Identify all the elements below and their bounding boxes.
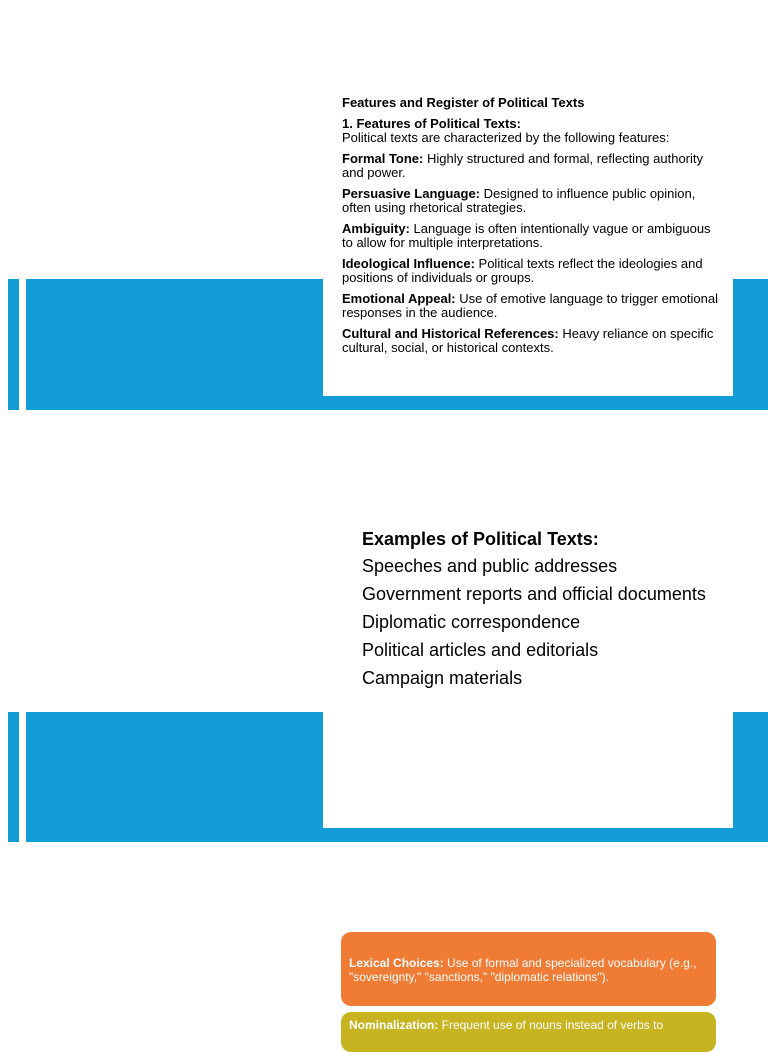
slide-features [0,0,768,410]
card-desc: Use of formal and specialized vocabulary (e.g., "sovereignty," "sanctions," "diplomatic relations"). [349,956,697,984]
slide-examples [0,432,768,842]
feature-term: Ideological Influence: [342,256,475,271]
examples-heading: Examples of Political Texts: [362,529,599,549]
feature-desc: Political texts reflect the ideologies and positions of individuals or groups. [342,256,703,285]
example-item: Political articles and editorials [362,640,599,660]
lexical-choices-card [341,932,716,1006]
feature-desc: Language is often intentionally vague or ambiguous to allow for multiple interpretations. [342,221,711,250]
accent-stripe [8,279,19,410]
card-desc: Frequent use of nouns instead of verbs to [438,1018,664,1032]
feature-term: Emotional Appeal: [342,291,456,306]
feature-desc: Highly structured and formal, reflecting authority and power. [342,151,704,180]
feature-term: Persuasive Language: [342,186,480,201]
feature-item [342,152,722,180]
feature-desc: Use of emotive language to trigger emotional responses in the audience. [342,291,718,320]
example-item: Campaign materials [362,668,523,688]
feature-term: Cultural and Historical References: [342,326,559,341]
card-term: Nominalization: [349,1018,439,1032]
section-heading: 1. Features of Political Texts: [342,116,521,131]
feature-term: Ambiguity: [342,221,410,236]
slide-register [0,864,768,1032]
example-item: Government reports and official documents [362,584,706,604]
feature-item [342,222,722,250]
feature-item [342,292,722,320]
accent-stripe [8,712,19,842]
feature-desc: Designed to influence public opinion, often using rhetorical strategies. [342,186,696,215]
card-term: Lexical Choices: [349,956,444,970]
slide-title: Features and Register of Political Texts [342,95,585,110]
section-intro [342,117,722,145]
feature-item [342,257,722,285]
features-text [342,96,722,362]
nominalization-card [341,1012,716,1052]
example-item: Speeches and public addresses [362,556,618,576]
feature-term: Formal Tone: [342,151,424,166]
feature-desc: Heavy reliance on specific cultural, social, or historical contexts. [342,326,714,355]
example-item: Diplomatic correspondence [362,612,581,632]
feature-item [342,327,722,355]
section-intro-text: Political texts are characterized by the following features: [342,130,670,145]
examples-text [362,528,722,696]
feature-item [342,187,722,215]
